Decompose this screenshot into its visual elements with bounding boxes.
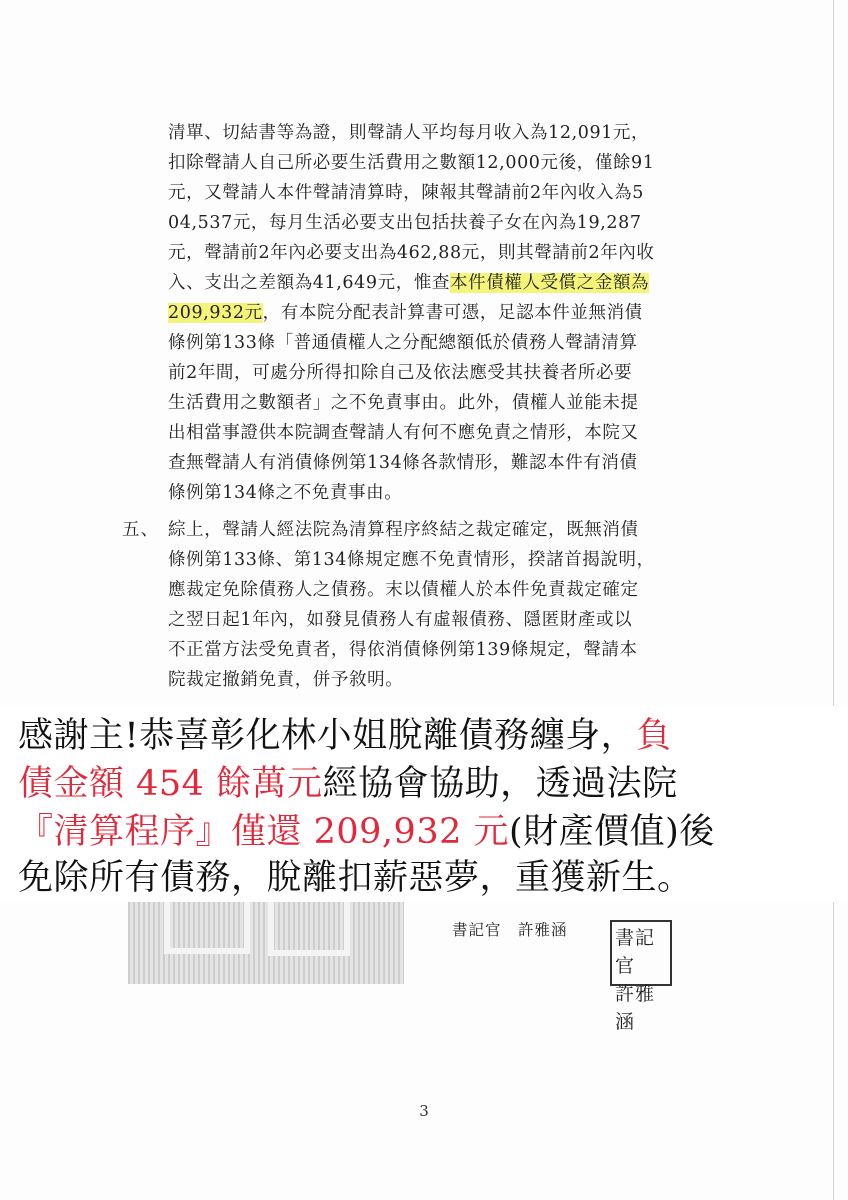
highlighted-amount: 209,932元 [168,303,263,323]
banner-line-4 [18,856,693,900]
item-line: 院裁定撤銷免責，併予敘明。 [168,670,404,690]
paragraph-line: 清單、切結書等為證，則聲請人平均每月收入為12,091元， [168,123,650,143]
paragraph-line: 扣除聲請人自己所必要生活費用之數額12,000元後，僅餘91 [168,153,655,173]
banner-line-1 [18,714,672,758]
paragraph-line: 元，又聲請人本件聲請清算時，陳報其聲請前2年內收入為5 [168,183,644,203]
paragraph-line: 條例第133條「普通債權人之分配總額低於債務人聲請清算 [168,333,638,353]
paragraph-line: 生活費用之數額者」之不免責事由。此外，債權人並能未提 [168,393,639,413]
stamp-mark [164,902,250,954]
clerk-signature-line: 書記官 許雅涵 [452,921,568,939]
scan-edge-line [833,0,834,1200]
paragraph-text: ， [262,303,281,323]
paragraph-line: 查無聲請人有消債條例第134條各款情形，難認本件有消債 [168,453,638,473]
banner-text: 免除所有債務，脫離扣薪惡夢，重獲新生。 [18,858,693,898]
page-number: 3 [419,1102,429,1120]
court-stamp-image [128,902,404,984]
paragraph-text: 有本院分配表計算書可憑，足認本件並無消債 [280,303,643,323]
item-five-text [168,515,655,695]
seal-line: 許雅涵 [615,983,656,1033]
item-line: 之翌日起1年內，如發見債務人有虛報債務、隱匿財產或以 [168,610,633,630]
banner-text: (財產價值)後 [509,812,715,852]
item-number: 五、 [122,520,159,540]
banner-red-text: 債金額 454 餘萬元 [18,764,323,804]
banner-text: 經協會協助，透過法院 [322,764,678,804]
stamp-mark [268,902,350,956]
banner-line-3 [18,810,715,854]
banner-red-text: 『清算程序』僅還 209,932 元 [18,812,509,852]
paragraph-text: 入、支出之差額為41,649元，惟查 [168,273,451,293]
ruling-paragraph [168,118,728,508]
item-line: 條例第133條、第134條規定應不免責情形，揆諸首揭說明， [168,550,655,570]
congratulation-banner [0,706,848,902]
paragraph-line-with-highlight [168,268,728,298]
paragraph-line: 條例第134條之不免責事由。 [168,483,403,503]
item-line: 不正當方法受免責者，得依消債條例第139條規定，聲請本 [168,640,638,660]
paragraph-line-with-highlight [168,298,728,328]
item-line: 綜上，聲請人經法院為清算程序終結之裁定確定，既無消債 [168,520,639,540]
seal-line: 書記官 [615,927,656,977]
paragraph-line: 04,537元，每月生活必要支出包括扶養子女在內為19,287 [168,213,642,233]
paragraph-line: 元，聲請前2年內必要支出為462,88元，則其聲請前2年內收 [168,243,655,263]
item-line: 應裁定免除債務人之債務。末以債權人於本件免責裁定確定 [168,580,639,600]
highlighted-text: 本件債權人受償之金額為 [450,273,650,293]
banner-red-text: 負 [636,716,672,756]
paragraph-line: 前2年間，可處分所得扣除自己及依法應受其扶養者所必要 [168,363,633,383]
clerk-seal [610,920,672,1033]
paragraph-line: 出相當事證供本院調查聲請人有何不應免責之情形，本院又 [168,423,639,443]
banner-text: 感謝主!恭喜彰化林小姐脫離債務纏身， [18,716,637,756]
banner-line-2 [18,762,678,806]
